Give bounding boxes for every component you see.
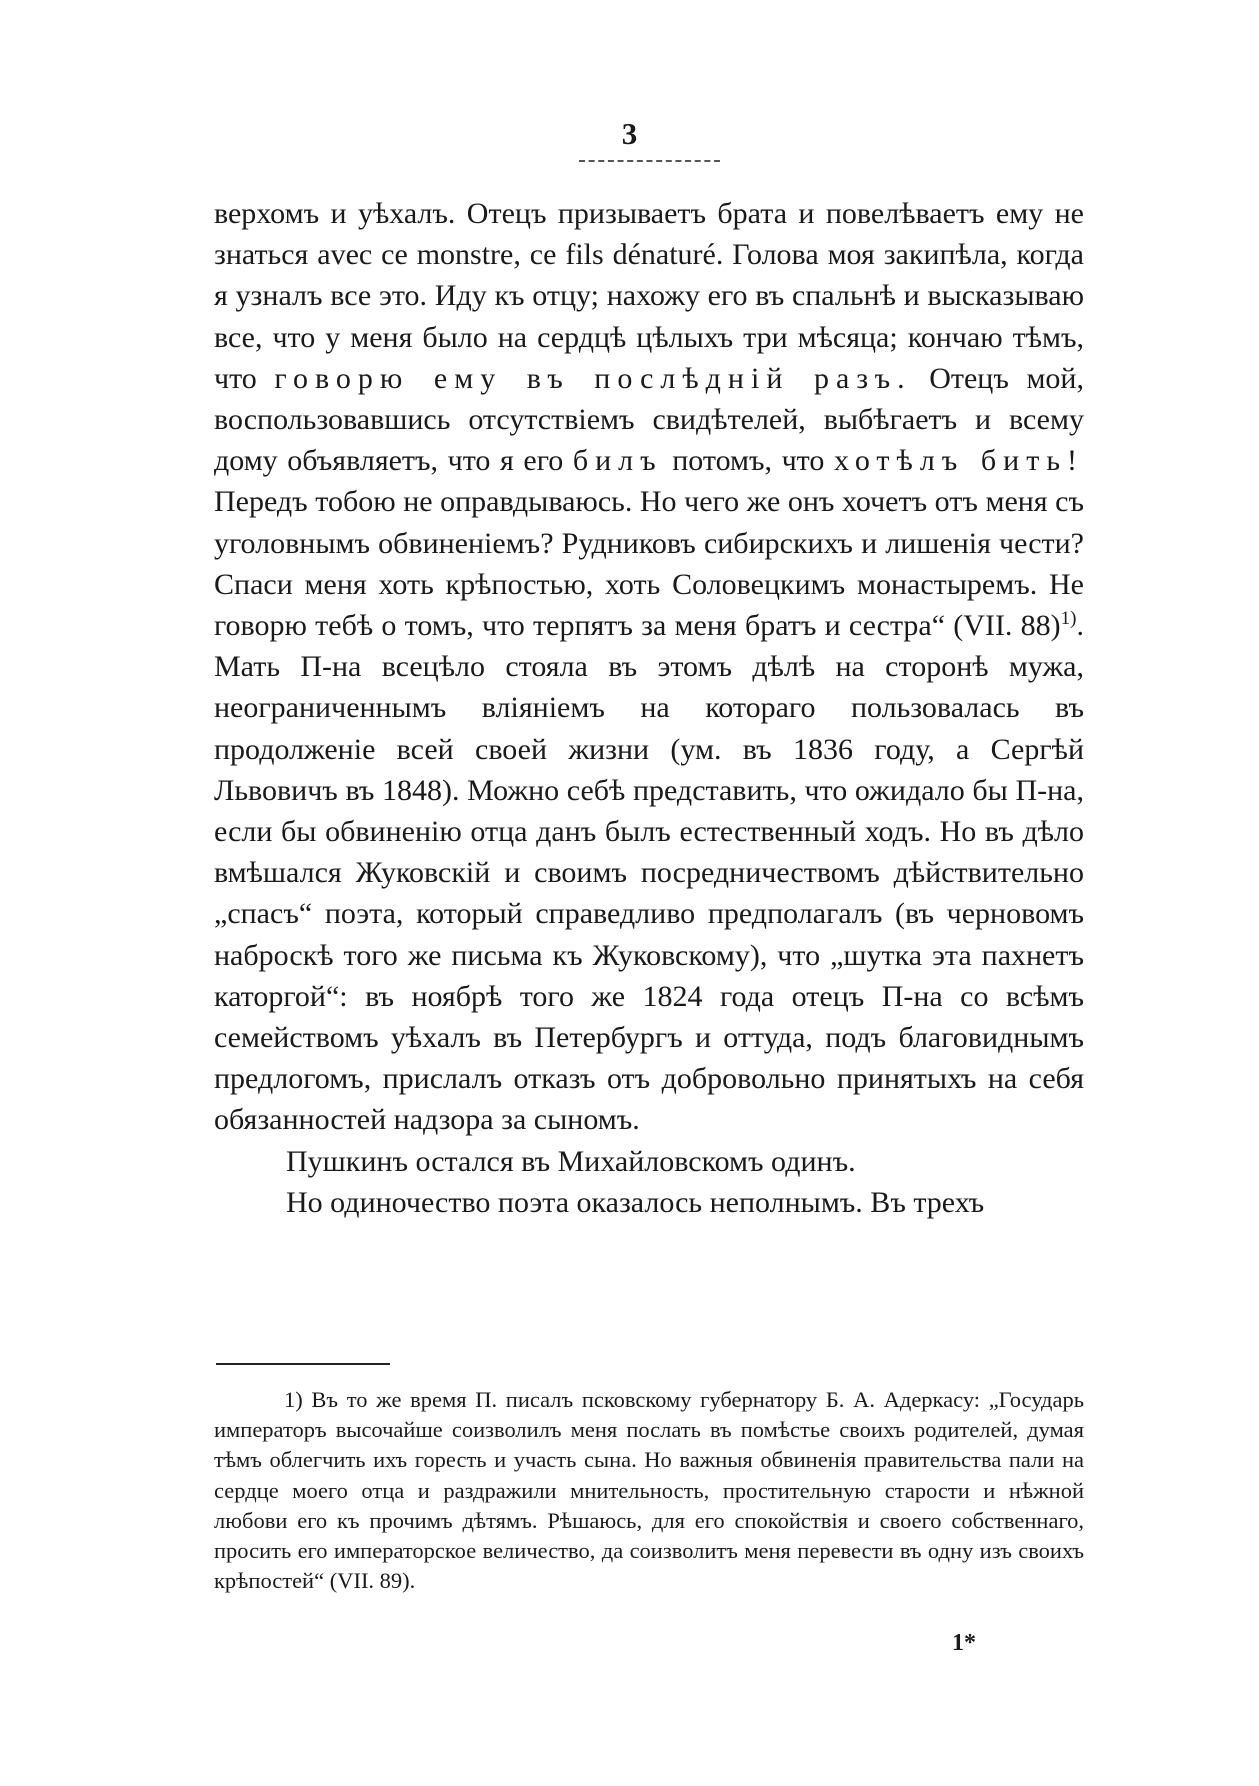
footnote [214, 1385, 1084, 1596]
spaced-emphasis: говорю ему въ послѣдній разъ. [274, 361, 912, 395]
text-run: Отецъ мой, воспользовавшись отсутствіемъ свидѣтелей, выбѣгаетъ и всему дому объявляетъ, что я его [214, 361, 1084, 478]
text-run: потомъ, что [662, 444, 834, 478]
paragraph-alone: Пушкинъ остался въ Михайловскомъ одинъ. [286, 1144, 856, 1178]
page-number: 3 [621, 116, 638, 151]
text-run: Передъ тобою не оправдываюсь. Но чего же онъ хочетъ отъ меня съ уголовнымъ обвиненіемъ? Рудниковъ сибирскихъ и лишенія чести? Спаси меня хоть крѣпостью, хоть Соловецкимъ монастыремъ. Не говорю тебѣ о томъ, что терпятъ за меня братъ и сестра“ (VII. 88) [214, 485, 1084, 643]
page-number-rule [579, 160, 720, 162]
signature-mark: 1* [952, 1630, 976, 1656]
footnote-reference[interactable]: 1) [1060, 608, 1077, 630]
main-text [214, 193, 1084, 1223]
paragraph-letter-quote [214, 193, 1084, 1141]
footnote-separator [216, 1363, 390, 1365]
footnote-text: 1) Въ то же время П. писалъ псковскому губернатору Б. А. Адеркасу: „Государь императоръ высочайше соизволилъ меня послать въ помѣстье своихъ родителей, думая тѣмъ облегчить ихъ горесть и участь сына. Но важныя обвиненія правительства пали на сердце моего отца и раздражили мнительность, простительную старости и нѣжной любови его къ прочимъ дѣтямъ. Рѣшаюсь, для его спокойствія и своего собственнаго, просить его императорское величество, да соизволитъ меня перевести въ одну изъ своихъ крѣпостей“ (VII. 89). [214, 1387, 1084, 1594]
spaced-emphasis: хотѣлъ бить! [833, 444, 1084, 478]
text-run: верхомъ и уѣхалъ. Отецъ призываетъ брата и повелѣваетъ ему не знаться avec ce monstre, ce fils dénaturé. Голова моя закипѣла, когда я узналъ все это. Иду къ отцу; нахожу его въ спальнѣ и высказываю все, что у меня было на сердцѣ цѣлыхъ три мѣсяца; кончаю тѣмъ, что [214, 197, 1084, 395]
paragraph-loneliness: Но одиночество поэта оказалось неполнымъ. Въ трехъ [286, 1185, 985, 1219]
text-run: . Мать П-на всецѣло стояла въ этомъ дѣлѣ на сторонѣ мужа, неограниченнымъ вліяніемъ на котораго пользовалась въ продолженіе всей своей жизни (ум. въ 1836 году, а Сергѣй Львовичъ въ 1848). Можно себѣ представить, что ожидало бы П-на, если бы обвиненію отца данъ былъ естественный ходъ. Но въ дѣло вмѣшался Жуковскій и своимъ посредничествомъ дѣйствительно „спасъ“ поэта, который справедливо предполагалъ (въ черновомъ наброскѣ того же письма къ Жуковскому), что „шутка эта пахнетъ каторгой“: въ ноябрѣ того же 1824 года отецъ П-на со всѣмъ семействомъ уѣхалъ въ Петербургъ и оттуда, подъ благовиднымъ предлогомъ, прислалъ отказъ отъ добровольно принятыхъ на себя обязанностей надзора за сыномъ. [214, 609, 1084, 1137]
spaced-emphasis: билъ [572, 444, 663, 478]
